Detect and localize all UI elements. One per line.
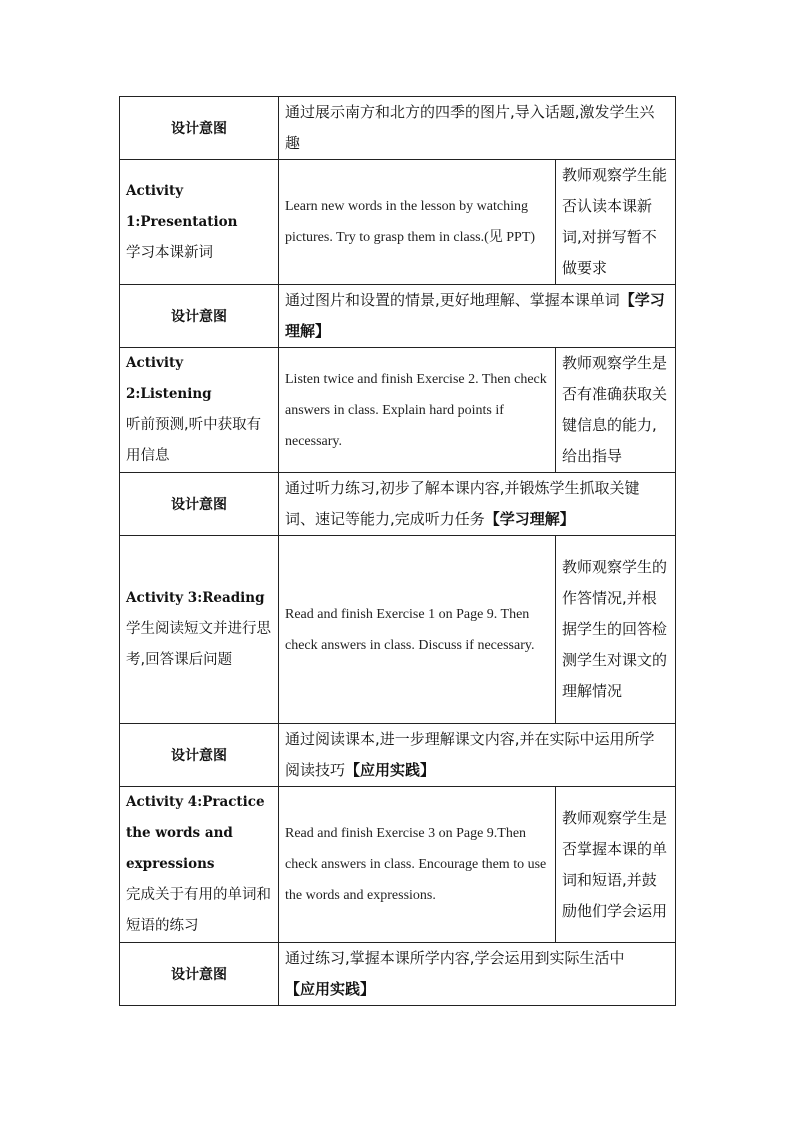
activity-cell: [120, 536, 279, 724]
teacher-observation: 教师观察学生是否掌握本课的单词和短语,并鼓励他们学会运用: [556, 787, 676, 943]
intent-row: [120, 724, 676, 787]
intent-text: 通过练习,掌握本课所学内容,学会运用到实际生活中 【应用实践】: [279, 943, 676, 1006]
activity-description: 学习本课新词: [126, 244, 213, 261]
activity-description: 学生阅读短文并进行思考,回答课后问题: [126, 621, 271, 668]
activity-title: Activity 1:Presentation: [126, 182, 238, 230]
intent-row: [120, 97, 676, 160]
activity-row: [120, 160, 676, 285]
intent-text: 通过图片和设置的情景,更好地理解、掌握本课单词【学习理解】: [279, 285, 676, 348]
intent-row: [120, 943, 676, 1006]
intent-text: 通过阅读课本,进一步理解课文内容,并在实际中运用所学阅读技巧【应用实践】: [279, 724, 676, 787]
teacher-observation: 教师观察学生能否认读本课新词,对拼写暂不做要求: [556, 160, 676, 285]
intent-text: 通过展示南方和北方的四季的图片,导入话题,激发学生兴趣: [279, 97, 676, 160]
teacher-observation: 教师观察学生的作答情况,并根据学生的回答检测学生对课文的理解情况: [556, 536, 676, 724]
intent-label: 设计意图: [120, 97, 279, 160]
activity-cell: [120, 787, 279, 943]
intent-label: 设计意图: [120, 473, 279, 536]
activity-row: [120, 787, 676, 943]
activity-content: Listen twice and finish Exercise 2. Then check answers in class. Explain hard points if necessary.: [279, 348, 556, 473]
activity-row: [120, 536, 676, 724]
intent-label: 设计意图: [120, 285, 279, 348]
activity-description: 听前预测,听中获取有用信息: [126, 417, 262, 464]
intent-text: 通过听力练习,初步了解本课内容,并锻炼学生抓取关键词、速记等能力,完成听力任务【学习理解】: [279, 473, 676, 536]
activity-title: Activity 2:Listening: [126, 355, 212, 402]
activity-title: Activity 4:Practice the words and expressions: [126, 794, 265, 872]
activity-row: [120, 348, 676, 473]
activity-cell: [120, 160, 279, 285]
activity-cell: [120, 348, 279, 473]
activity-title: Activity 3:Reading: [126, 590, 265, 606]
intent-row: [120, 473, 676, 536]
lesson-plan-table: [119, 96, 676, 1006]
intent-label: 设计意图: [120, 943, 279, 1006]
activity-content: Read and finish Exercise 3 on Page 9.Then check answers in class. Encourage them to use the words and expressions.: [279, 787, 556, 943]
activity-content: Read and finish Exercise 1 on Page 9. Then check answers in class. Discuss if necessary.: [279, 536, 556, 724]
intent-row: [120, 285, 676, 348]
activity-content: Learn new words in the lesson by watching pictures. Try to grasp them in class.(见 PPT): [279, 160, 556, 285]
intent-label: 设计意图: [120, 724, 279, 787]
teacher-observation: 教师观察学生是否有准确获取关键信息的能力,给出指导: [556, 348, 676, 473]
activity-description: 完成关于有用的单词和短语的练习: [126, 887, 271, 934]
